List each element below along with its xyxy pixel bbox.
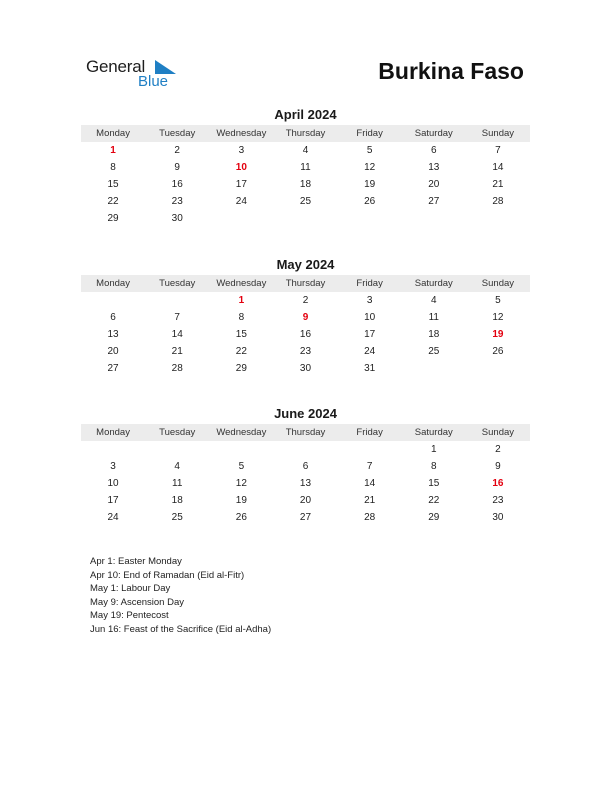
day-cell: 13 [299, 478, 312, 489]
day-cell: 4 [430, 295, 437, 306]
weekday-label: Thursday [285, 427, 326, 438]
holiday-list-item: Jun 16: Feast of the Sacrifice (Eid al-Adha) [90, 623, 272, 635]
day-cell: 15 [235, 329, 247, 340]
holiday-list [90, 555, 271, 637]
day-cell: 25 [428, 346, 440, 357]
day-cell: 31 [364, 363, 376, 374]
day-cell: 14 [492, 162, 504, 173]
day-cell: 25 [171, 512, 183, 523]
day-cell: 5 [495, 295, 501, 306]
day-cell: 3 [238, 145, 245, 156]
weekday-label: Saturday [414, 427, 453, 438]
weekday-label: Monday [96, 128, 130, 139]
day-cell: 18 [428, 329, 440, 340]
week-row [81, 193, 530, 210]
day-cell: 11 [428, 312, 439, 323]
day-cell: 8 [238, 312, 245, 323]
day-cell: 10 [107, 478, 119, 489]
day-cell: 26 [364, 196, 376, 207]
day-cell: 6 [110, 312, 116, 323]
weekday-label: Tuesday [159, 128, 196, 139]
country-title: Burkina Faso [378, 58, 524, 84]
day-cell: 12 [364, 162, 376, 173]
holiday-day-cell: 16 [492, 478, 504, 489]
day-cell: 29 [235, 363, 247, 374]
weekday-header-row [81, 125, 530, 142]
day-cell: 12 [235, 478, 247, 489]
empty-day-cell [145, 441, 209, 458]
holiday-day-cell: 1 [238, 295, 245, 306]
day-cell: 20 [107, 346, 119, 357]
holiday-list-item: May 19: Pentecost [90, 610, 169, 622]
day-cell: 30 [492, 512, 504, 523]
week-row [81, 441, 530, 458]
week-row [81, 142, 530, 159]
day-cell: 26 [235, 512, 247, 523]
day-cell: 9 [174, 162, 180, 173]
empty-day-cell [81, 441, 145, 458]
day-cell: 8 [430, 461, 437, 472]
weekday-label: Friday [356, 128, 383, 139]
weekday-label: Monday [96, 278, 130, 289]
day-cell: 23 [171, 196, 183, 207]
logo-text-general: General [86, 57, 146, 76]
weekday-label: Thursday [285, 128, 326, 139]
holiday-day-cell: 10 [235, 162, 247, 173]
empty-day-cell [466, 210, 530, 227]
holiday-list-item: Apr 1: Easter Monday [90, 556, 182, 567]
day-cell: 3 [110, 461, 116, 472]
day-cell: 10 [364, 312, 376, 323]
day-cell: 22 [235, 346, 247, 357]
weekday-label: Monday [96, 427, 130, 438]
day-cell: 27 [107, 363, 119, 374]
empty-day-cell [402, 210, 466, 227]
day-cell: 16 [299, 329, 312, 340]
week-row [81, 210, 530, 227]
day-cell: 21 [492, 179, 504, 190]
day-cell: 6 [430, 145, 437, 156]
day-cell: 15 [107, 179, 119, 190]
day-cell: 27 [299, 512, 312, 523]
day-cell: 9 [495, 461, 501, 472]
logo-text-blue: Blue [138, 73, 169, 90]
empty-day-cell [466, 360, 530, 377]
day-cell: 22 [428, 495, 440, 506]
day-cell: 11 [172, 478, 183, 489]
day-cell: 3 [366, 295, 373, 306]
day-cell: 18 [299, 179, 312, 190]
month-calendar [81, 405, 530, 526]
day-cell: 28 [171, 363, 183, 374]
weekday-label: Sunday [481, 278, 515, 289]
day-cell: 7 [366, 461, 373, 472]
weekday-header-row [81, 424, 530, 441]
day-cell: 30 [299, 363, 312, 374]
day-cell: 20 [428, 179, 440, 190]
day-cell: 8 [110, 162, 116, 173]
week-row [81, 326, 530, 343]
day-cell: 13 [428, 162, 440, 173]
day-cell: 29 [107, 213, 119, 224]
holiday-list-item: Apr 10: End of Ramadan (Eid al-Fitr) [90, 569, 245, 581]
day-cell: 17 [235, 179, 247, 190]
weekday-label: Wednesday [216, 278, 267, 289]
general-blue-logo [86, 57, 186, 93]
day-cell: 4 [302, 145, 309, 156]
week-row [81, 309, 530, 326]
week-row [81, 343, 530, 360]
day-cell: 30 [171, 213, 183, 224]
holiday-day-cell: 9 [302, 312, 309, 323]
day-cell: 19 [364, 179, 376, 190]
day-cell: 28 [364, 512, 376, 523]
day-cell: 12 [492, 312, 504, 323]
empty-day-cell [209, 441, 273, 458]
weekday-label: Friday [356, 278, 383, 289]
week-row [81, 492, 530, 509]
day-cell: 7 [495, 145, 501, 156]
empty-day-cell [273, 210, 337, 227]
day-cell: 25 [299, 196, 312, 207]
weekday-label: Sunday [481, 128, 515, 139]
empty-day-cell [145, 292, 209, 309]
day-cell: 23 [492, 495, 504, 506]
empty-day-cell [338, 441, 402, 458]
weekday-label: Saturday [414, 128, 453, 139]
day-cell: 11 [300, 162, 311, 173]
weekday-label: Thursday [285, 278, 326, 289]
empty-day-cell [81, 292, 145, 309]
holiday-day-cell: 19 [492, 329, 504, 340]
day-cell: 2 [174, 145, 180, 156]
week-row [81, 475, 530, 492]
day-cell: 20 [299, 495, 312, 506]
day-cell: 28 [492, 196, 504, 207]
holiday-day-cell: 1 [110, 145, 116, 156]
weekday-header-row [81, 275, 530, 292]
week-row [81, 292, 530, 309]
holiday-list-item: May 1: Labour Day [90, 583, 171, 595]
day-cell: 5 [366, 145, 373, 156]
day-cell: 17 [107, 495, 119, 506]
day-cell: 18 [171, 495, 183, 506]
day-cell: 4 [174, 461, 180, 472]
month-calendar [81, 256, 530, 377]
weekday-label: Sunday [481, 427, 515, 438]
day-cell: 16 [171, 179, 183, 190]
day-cell: 19 [235, 495, 247, 506]
day-cell: 14 [364, 478, 376, 489]
weekday-label: Tuesday [159, 278, 196, 289]
day-cell: 7 [174, 312, 180, 323]
day-cell: 24 [235, 196, 247, 207]
day-cell: 23 [299, 346, 312, 357]
month-title: April 2024 [274, 107, 337, 122]
empty-day-cell [209, 210, 273, 227]
day-cell: 22 [107, 196, 119, 207]
empty-day-cell [338, 210, 402, 227]
day-cell: 14 [171, 329, 183, 340]
week-row [81, 509, 530, 526]
weekday-label: Wednesday [216, 427, 267, 438]
day-cell: 24 [364, 346, 376, 357]
week-row [81, 176, 530, 193]
logo-triangle-icon [155, 60, 176, 74]
month-title: June 2024 [274, 406, 337, 421]
day-cell: 24 [107, 512, 119, 523]
day-cell: 6 [302, 461, 309, 472]
week-row [81, 159, 530, 176]
empty-day-cell [273, 441, 337, 458]
weekday-label: Friday [356, 427, 383, 438]
day-cell: 15 [428, 478, 440, 489]
day-cell: 29 [428, 512, 440, 523]
day-cell: 2 [302, 295, 309, 306]
day-cell: 2 [495, 444, 501, 455]
day-cell: 21 [364, 495, 376, 506]
month-title: May 2024 [276, 257, 335, 272]
weekday-label: Wednesday [216, 128, 267, 139]
weekday-label: Saturday [414, 278, 453, 289]
day-cell: 27 [428, 196, 440, 207]
day-cell: 1 [430, 444, 437, 455]
holiday-list-item: May 9: Ascension Day [90, 596, 184, 608]
day-cell: 26 [492, 346, 504, 357]
week-row [81, 458, 530, 475]
day-cell: 17 [364, 329, 376, 340]
weekday-label: Tuesday [159, 427, 196, 438]
day-cell: 21 [171, 346, 183, 357]
day-cell: 13 [107, 329, 119, 340]
day-cell: 5 [238, 461, 245, 472]
month-calendar [81, 106, 530, 227]
week-row [81, 360, 530, 377]
empty-day-cell [402, 360, 466, 377]
